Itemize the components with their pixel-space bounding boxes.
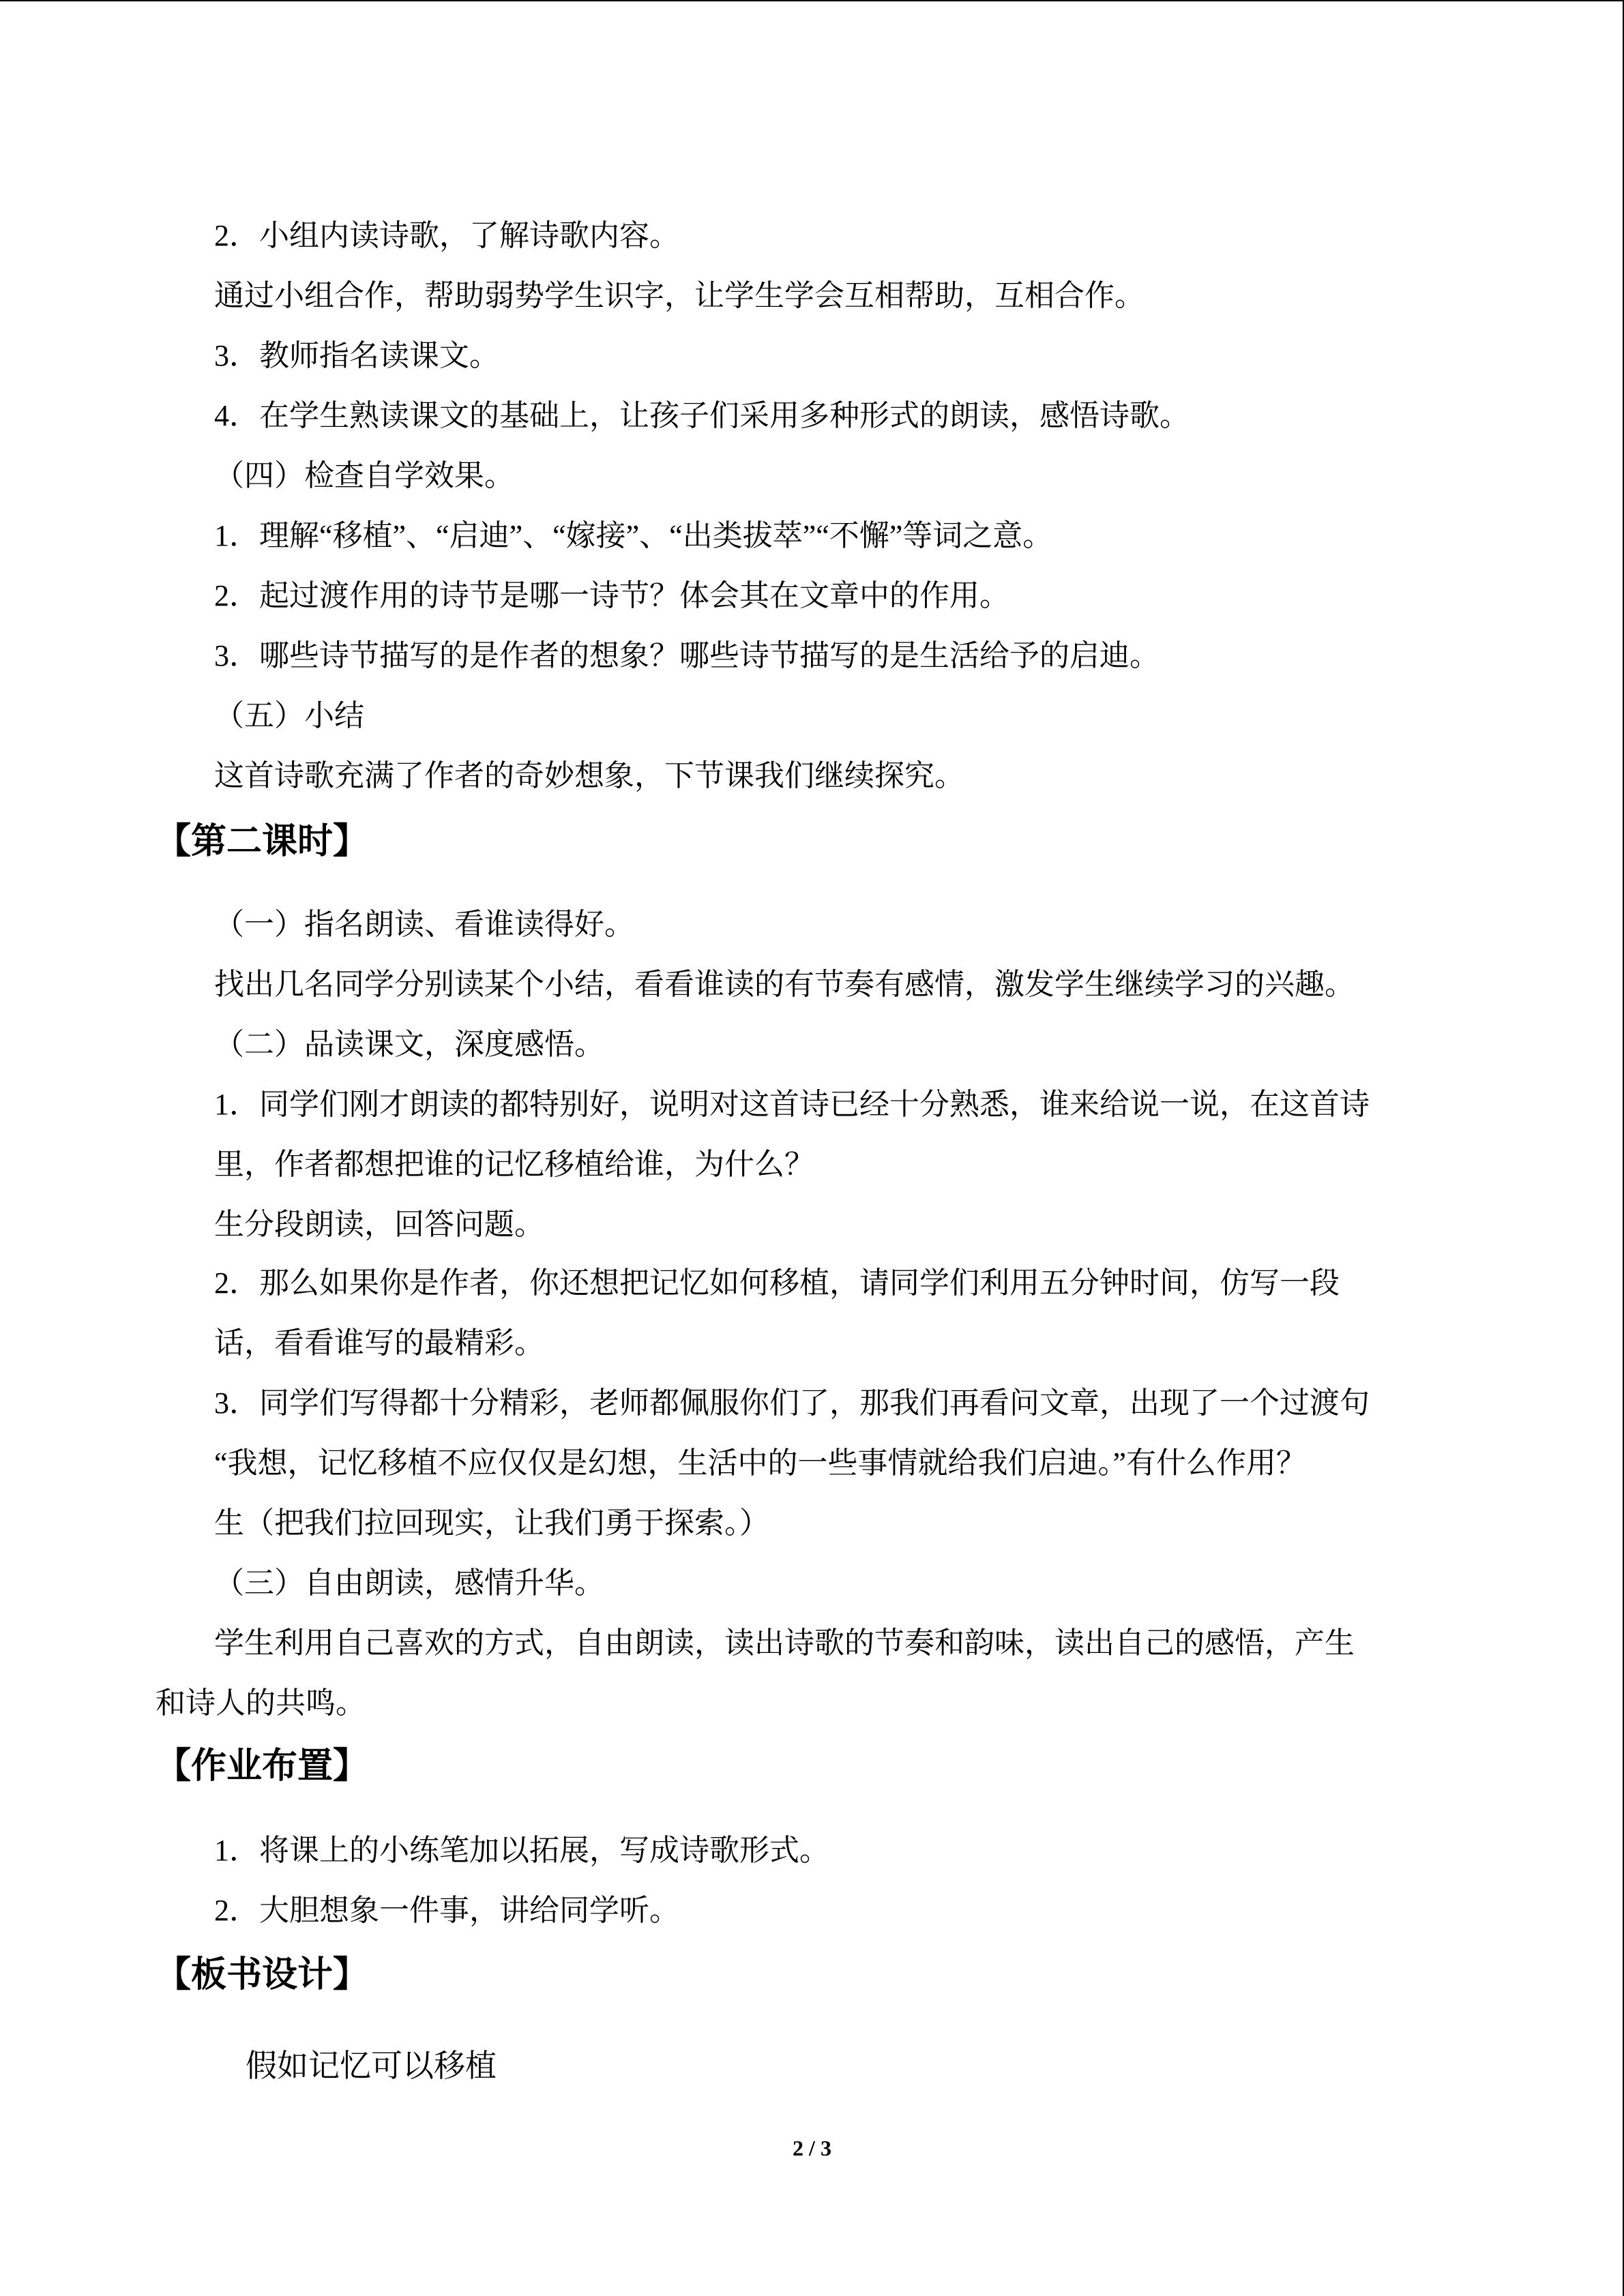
paragraph-line: 2．起过渡作用的诗节是哪一诗节？体会其在文章中的作用。 (214, 579, 1009, 612)
paragraph-line: 1．理解“移植”、“启迪”、“嫁接”、“出类拔萃”“不懈”等词之意。 (214, 519, 1053, 552)
section-subheading: （一）指名朗读、看谁读得好。 (214, 908, 634, 941)
paragraph-line: 通过小组合作，帮助弱势学生识字，让学生学会互相帮助，互相合作。 (214, 279, 1145, 312)
section-heading: 【作业布置】 (156, 1746, 369, 1786)
paragraph-line: 2．那么如果你是作者，你还想把记忆如何移植，请同学们利用五分钟时间，仿写一段 (214, 1266, 1340, 1300)
paragraph-line: 生分段朗读，回答问题。 (214, 1208, 544, 1241)
paragraph-line: 3．哪些诗节描写的是作者的想象？哪些诗节描写的是生活给予的启迪。 (214, 639, 1160, 672)
paragraph-line: “我想，记忆移植不应仅仅是幻想，生活中的一些事情就给我们启迪。”有什么作用？ (214, 1446, 1307, 1480)
paragraph-line: 里，作者都想把谁的记忆移植给谁，为什么？ (214, 1148, 814, 1181)
paragraph-line: 2．小组内读诗歌，了解诗歌内容。 (214, 219, 679, 252)
paragraph-line: 1．将课上的小练笔加以拓展，写成诗歌形式。 (214, 1834, 829, 1867)
section-heading: 【板书设计】 (156, 1955, 369, 1995)
section-subheading: （三）自由朗读，感情升华。 (214, 1566, 604, 1600)
paragraph-line: 3．教师指名读课文。 (214, 339, 499, 372)
paragraph-line: 4．在学生熟读课文的基础上，让孩子们采用多种形式的朗读，感悟诗歌。 (214, 399, 1190, 432)
paragraph-line: 找出几名同学分别读某个小结，看看谁读的有节奏有感情，激发学生继续学习的兴趣。 (214, 968, 1355, 1001)
paragraph-line: 2．大胆想象一件事，讲给同学听。 (214, 1894, 679, 1927)
paragraph-line: 学生利用自己喜欢的方式，自由朗读，读出诗歌的节奏和韵味，读出自己的感悟，产生 (214, 1626, 1355, 1660)
paragraph-line: 这首诗歌充满了作者的奇妙想象，下节课我们继续探究。 (214, 759, 964, 792)
board-design-title: 假如记忆可以移植 (246, 2048, 497, 2083)
page-number: 2 / 3 (793, 2136, 831, 2160)
paragraph-line: 1．同学们刚才朗读的都特别好，说明对这首诗已经十分熟悉，谁来给说一说，在这首诗 (214, 1088, 1370, 1121)
section-subheading: （四）检查自学效果。 (214, 459, 514, 492)
section-heading: 【第二课时】 (156, 822, 369, 861)
paragraph-line: 和诗人的共鸣。 (156, 1686, 366, 1720)
section-subheading: （二）品读课文，深度感悟。 (214, 1028, 604, 1061)
paragraph-line: 3．同学们写得都十分精彩，老师都佩服你们了，那我们再看问文章，出现了一个过渡句 (214, 1386, 1370, 1420)
paragraph-line: 话，看看谁写的最精彩。 (214, 1326, 544, 1360)
section-subheading: （五）小结 (214, 699, 364, 732)
paragraph-line: 生（把我们拉回现实，让我们勇于探索。） (214, 1506, 769, 1540)
